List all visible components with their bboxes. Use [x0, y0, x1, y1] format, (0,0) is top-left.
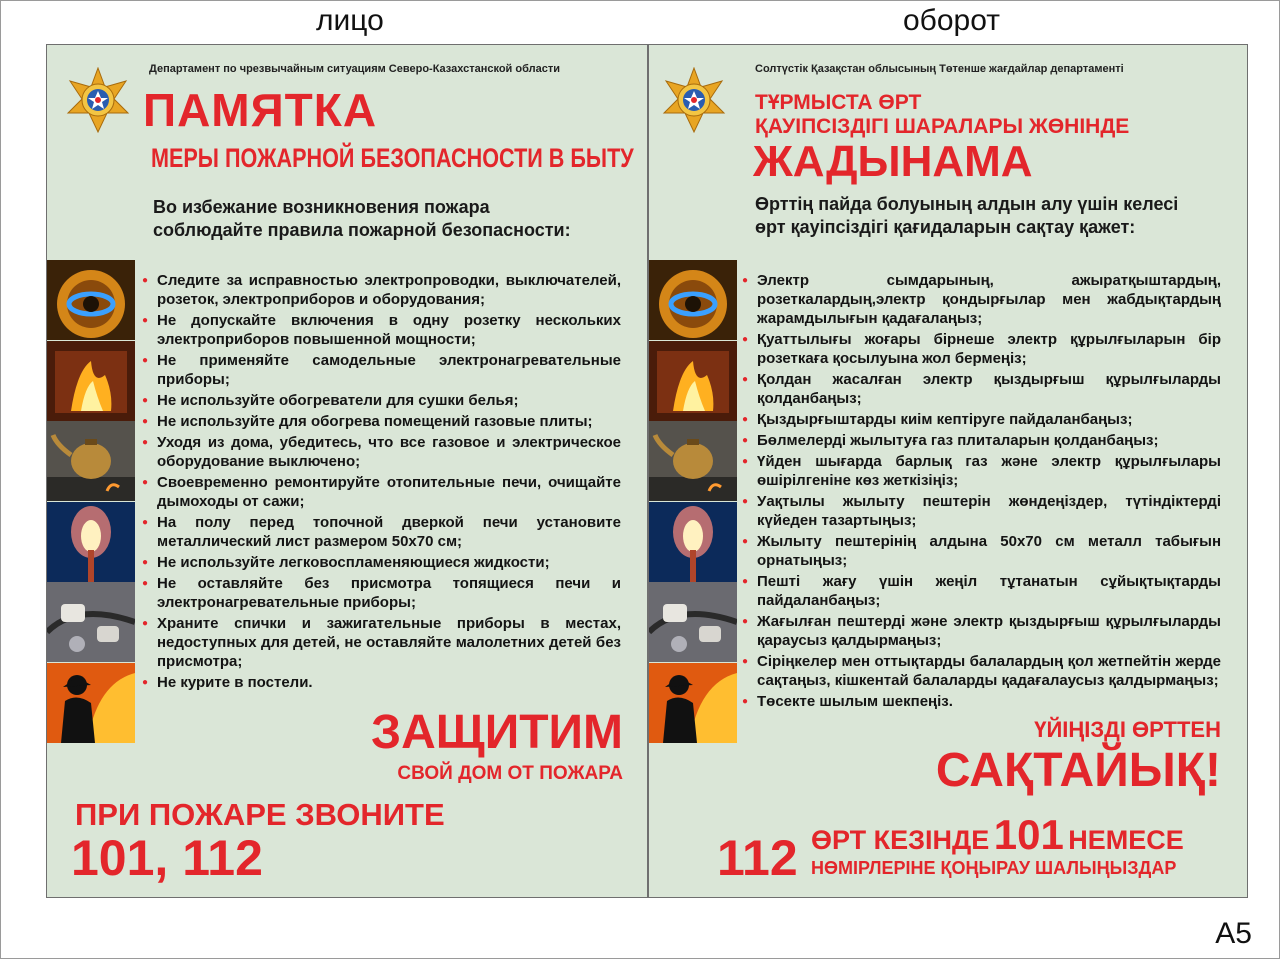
electric-plugs-icon [47, 582, 135, 662]
rule-item: ● На полу перед топочной дверкой печи установите металлический лист размером 50х70 см; [139, 513, 621, 551]
memo-title-line-2: ҚАУІПСІЗДІГІ ШАРАЛАРЫ ЖӨНІНДЕ [755, 115, 1130, 138]
fireplace-icon [47, 341, 135, 421]
rule-item: ● Не используйте легковоспламеняющиеся жидкости; [139, 553, 621, 572]
match-flame-icon [649, 502, 737, 582]
rule-item: ● Не курите в постели. [139, 673, 621, 692]
intro-line-2: соблюдайте правила пожарной безопасности: [153, 220, 571, 240]
rule-item: ● Қуаттылығы жоғары бірнеше электр құрылғыларын бір розеткаға қосылуына жол бермеңіз; [739, 330, 1221, 368]
call-line-2: НӨМІРЛЕРІНЕ ҚОҢЫРАУ ШАЛЫҢЫЗДАР [811, 858, 1177, 878]
rule-item: ● Не используйте для обогрева помещений газовые плиты; [139, 412, 621, 431]
call-numbers: 101, 112 [71, 830, 263, 886]
rule-item: ● Не используйте обогреватели для сушки белья; [139, 391, 621, 410]
gas-burner-icon [47, 260, 135, 340]
call-part-1: ӨРТ КЕЗІНДЕ [811, 825, 990, 855]
slogan-big: ЗАЩИТИМ [371, 706, 623, 759]
rule-item: ● Бөлмелерді жылытуға газ плиталарын қолданбаңыз; [739, 431, 1221, 450]
memo-subtitle: МЕРЫ ПОЖАРНОЙ БЕЗОПАСНОСТИ В БЫТУ [151, 143, 634, 173]
rule-item: ● Қолдан жасалған электр қыздырғыш құрылғыларды қолданбаңыз; [739, 370, 1221, 408]
safety-rules-list [139, 271, 621, 694]
rule-item: ● Храните спички и зажигательные приборы в местах, недоступных для детей, не оставляйте малолетних детей без присмотра; [139, 614, 621, 671]
slogan-big: САҚТАЙЫҚ! [935, 744, 1221, 797]
emergency-emblem-icon [65, 67, 131, 133]
photo-strip [649, 260, 737, 744]
rule-item: ● Своевременно ремонтируйте отопительные печи, очищайте дымоходы от сажи; [139, 473, 621, 511]
front-panel [46, 44, 648, 898]
rule-item: ● Үйден шығарда барлық газ және электр құрылғылары өшірілгеніне көз жеткізіңіз; [739, 452, 1221, 490]
rule-item: ● Төсекте шылым шекпеңіз. [739, 692, 1221, 711]
emergency-emblem-icon [661, 67, 727, 133]
slogan-small: СВОЙ ДОМ ОТ ПОЖАРА [397, 763, 623, 784]
kettle-on-stove-icon [47, 421, 135, 501]
rule-item: ● Уақтылы жылыту пештерін жөндеңіздер, түтіндіктерді күйеден тазартыңыз; [739, 492, 1221, 530]
rule-item: ● Пешті жағу үшін жеңіл тұтанатын сұйықтықтарды пайдаланбаңыз; [739, 572, 1221, 610]
rule-item: ● Қыздырғыштарды киім кептіруге пайдаланбаңыз; [739, 410, 1221, 429]
memo-title-line-1: ТҰРМЫСТА ӨРТ [755, 91, 922, 114]
fireplace-icon [649, 341, 737, 421]
call-number-101: 101 [993, 811, 1064, 858]
department-name: Департамент по чрезвычайным ситуациям Северо-Казахстанской области [149, 63, 560, 75]
slogan-small: ҮЙІҢІЗДІ ӨРТТЕН [1034, 717, 1221, 742]
photo-strip [47, 260, 135, 744]
back-panel [648, 44, 1248, 898]
gas-burner-icon [649, 260, 737, 340]
safety-rules-list [739, 271, 1221, 713]
kettle-on-stove-icon [649, 421, 737, 501]
firefighter-icon [47, 663, 135, 743]
intro-line-1: Во избежание возникновения пожара [153, 197, 490, 217]
electric-plugs-icon [649, 582, 737, 662]
front-label: лицо [316, 4, 384, 37]
call-number-112: 112 [717, 830, 798, 886]
firefighter-icon [649, 663, 737, 743]
memo-title: ПАМЯТКА [143, 84, 378, 136]
intro-line-2: өрт қауіпсіздігі қағидаларын сақтау қажет: [755, 217, 1136, 237]
rule-item: ● Не оставляйте без присмотра топящиеся печи и электронагревательные приборы; [139, 574, 621, 612]
intro-line-1: Өрттің пайда болуының алдын алу үшін келесі [755, 194, 1179, 214]
back-label: оборот [903, 4, 1001, 37]
memo-title-big: ЖАДЫНАМА [753, 137, 1033, 186]
format-label: A5 [1215, 917, 1252, 950]
rule-item: ● Электр сымдарының, ажыратқыштардың, розеткалардың,электр қондырғылар мен жабдықтардың жарамдылығын қадағалаңыз; [739, 271, 1221, 328]
call-text: ПРИ ПОЖАРЕ ЗВОНИТЕ [75, 797, 445, 832]
rule-item: ● Следите за исправностью электропроводки, выключателей, розеток, электроприборов и оборудования; [139, 271, 621, 309]
rule-item: ● Уходя из дома, убедитесь, что все газовое и электрическое оборудование выключено; [139, 433, 621, 471]
rule-item: ● Не допускайте включения в одну розетку нескольких электроприборов повышенной мощности; [139, 311, 621, 349]
rule-item: ● Сіріңкелер мен оттықтарды балалардың қол жетпейтін жерде сақтаңыз, кішкентай балаларды қадағалаусыз қалдырмаңыз; [739, 652, 1221, 690]
rule-item: ● Не применяйте самодельные электронагревательные приборы; [139, 351, 621, 389]
rule-item: ● Жағылған пештерді және электр қыздырғыш құрылғыларды қараусыз қалдырмаңыз; [739, 612, 1221, 650]
department-name: Солтүстік Қазақстан облысының Төтенше жағдайлар департаменті [755, 63, 1124, 75]
call-line-1 [811, 811, 1184, 859]
match-flame-icon [47, 502, 135, 582]
rule-item: ● Жылыту пештерінің алдына 50х70 см металл табығын орнатыңыз; [739, 532, 1221, 570]
call-part-2: НЕМЕСЕ [1068, 825, 1184, 855]
